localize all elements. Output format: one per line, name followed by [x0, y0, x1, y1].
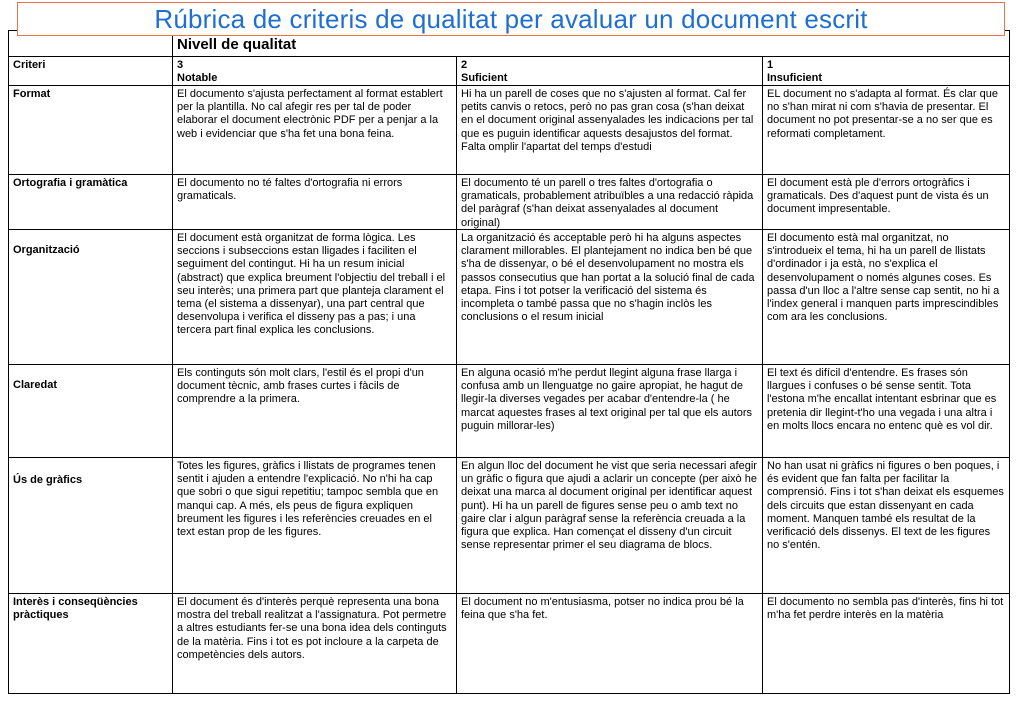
criterion-label: Claredat — [13, 379, 58, 391]
criterion-organitzacio — [9, 230, 173, 365]
level-header-suficient — [457, 57, 763, 86]
level-number: 3 — [177, 59, 184, 71]
format-notable: El documento s'ajusta perfectament al format establert per la plantilla. No cal afegir res per tal de poder elaborar el document electrònic PDF per a penjar a la web i evidenciar que s'ha fet una bona feina. — [173, 86, 457, 175]
interes-suficient: El document no m'entusiasma, potser no indica prou bé la feina que s'ha fet. — [457, 594, 763, 693]
criterion-label: Organització — [13, 244, 80, 256]
claredat-suficient: En alguna ocasió m'he perdut llegint alguna frase llarga i confusa amb un llenguatge no gaire apropiat, he hagut de llegir-la diverses vegades per acabar d'entendre-la ( he marcat aquestes frases al text original per tal que els autors puguin millorar-les) — [457, 365, 763, 458]
criterion-label: Ús de gràfics — [13, 474, 83, 486]
quality-level-header: Nivell de qualitat — [173, 31, 1009, 57]
interes-notable: El document és d'interès perquè representa una bona mostra del treball realitzat a l'assignatura. Pot permetre a altres estudiants fer-se una bona idea dels continguts de la matèria. Fins i tot es pot incloure a la carpeta de competències dels autors. — [173, 594, 457, 693]
criterion-format: Format — [9, 86, 173, 175]
organitzacio-suficient: La organització és acceptable però hi ha alguns aspectes clarament millorables. El plantejament no indica ben bé que s'ha de dissenyar, o bé el desenvolupament no mostra els passos consecutius que han portat a la solució final de cada etapa. Fins i tot potser la verificació del sistema és incompleta o també passa que no s'hagin inclòs les conclusions o el resum inicial — [457, 230, 763, 365]
interes-insuficient: El documento no sembla pas d'interès, fins hi tot m'ha fet perdre interès en la matèria — [767, 596, 1004, 622]
criterion-interes: Interès i conseqüències pràctiques — [9, 594, 173, 693]
level-number: 2 — [461, 59, 468, 71]
level-header-insuficient — [763, 57, 1009, 86]
claredat-insuficient: El text és difícil d'entendre. Es frases són llargues i confuses o bé sense sentit. Tota l'estona m'he encallat intentant esbrinar que es pretenia dir llegint-t'ho una vegada i una altra i en molts llocs encara no entenc què es vol dir. — [763, 365, 1009, 458]
claredat-notable: Els continguts són molt clars, l'estil és el propi d'un document tècnic, amb frases curtes i fàcils de comprendre a la primera. — [173, 365, 457, 458]
page-title: Rúbrica de criteris de qualitat per avaluar un document escrit — [17, 2, 1005, 36]
organitzacio-insuficient: El documento està mal organitzat, no s'introdueix el tema, hi ha un parell de llistats d'ordinador i ja està, no s'explica el desenvolupament o només algunes coses. Es passa d'un lloc a l'altre sense cap sentit, no hi a l'index general i manquen parts imprescindibles com ara les conclusions. — [763, 230, 1009, 365]
criterion-grafics — [9, 458, 173, 594]
criterion-claredat — [9, 365, 173, 458]
level-name: Suficient — [461, 72, 508, 85]
level-name: Notable — [177, 72, 218, 85]
ortografia-insuficient: El document està ple d'errors ortogràfics i gramaticals. Des d'aquest punt de vista és un document impresentable. — [763, 175, 1009, 230]
rubric-table — [8, 30, 1010, 694]
ortografia-notable: El documento no té faltes d'ortografia ni errors gramaticals. — [173, 175, 457, 230]
format-suficient: Hi ha un parell de coses que no s'ajusten al format. Cal fer petits canvis o retocs, però no pas gran cosa (s'han deixat en el document original assenyalades les indicacions per tal que es puguin identificar aquests desajustos del format. Falta omplir l'apartat del temps d'estudi — [457, 86, 763, 175]
criterion-ortografia: Ortografia i gramàtica — [9, 175, 173, 230]
grafics-insuficient: No han usat ni gràfics ni figures o ben poques, i és evident que fan falta per facilitar la comprensió. Fins i tot s'han deixat els esquemes dels circuits que estan dissenyant en cada moment. Manquen també els resultat de la verificació dels dissenys. El text de les figures no s'entén. — [763, 458, 1009, 594]
grafics-notable: Totes les figures, gràfics i llistats de programes tenen sentit i ajuden a entendre l'explicació. No n'hi ha cap que sobri o que sigui repetitiu; tampoc sembla que en manqui cap. A més, els peus de figura expliquen breument les figures i les referències creuades en el text estan prop de les figures. — [173, 458, 457, 594]
level-number: 1 — [767, 59, 774, 71]
criteria-header: Criteri — [9, 57, 173, 86]
organitzacio-notable: El document està organitzat de forma lògica. Les seccions i subseccions estan lligades i faciliten el seguiment del contingut. Hi ha un resum inicial (abstract) que explica breument l'objectiu del treball i el seu interès; una primera part que planteja clarament el tema (el sistema a dissenyar), una part central que desenvolupa i verifica el disseny pas a pas; i una tercera part final explica les conclusions. — [173, 230, 457, 365]
format-insuficient: EL document no s'adapta al format. És clar que no s'han mirat ni com s'havia de presentar. El document no pot presentar-se a no ser que es reformati completament. — [763, 86, 1009, 175]
level-header-notable — [173, 57, 457, 86]
grafics-suficient: En algun lloc del document he vist que seria necessari afegir un gràfic o figura que ajudi a aclarir un concepte (per això he deixat una marca al document original per identificar aquest punt). Hi ha un parell de figures sense peu o amb text no gaire clar i algun paràgraf sense la referència creuada a la figura que explica. Han començat el disseny d'un circuit sense representar primer el seu diagrama de blocs. — [457, 458, 763, 594]
ortografia-suficient: El documento té un parell o tres faltes d'ortografia o gramaticals, probablement atribuïbles a una redacció ràpida del paràgraf (s'han deixat assenyalades al document original) — [457, 175, 763, 230]
level-name: Insuficient — [767, 72, 823, 85]
